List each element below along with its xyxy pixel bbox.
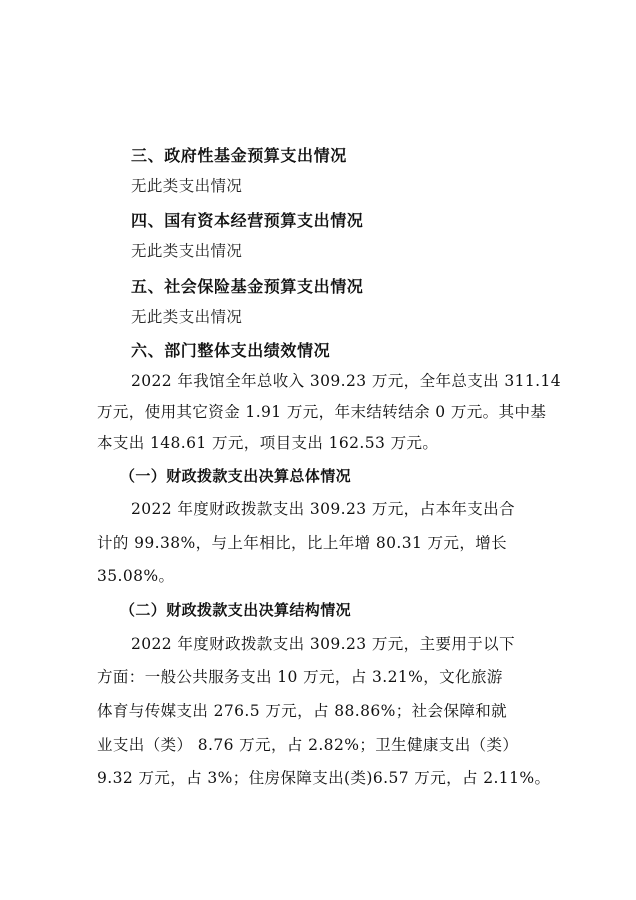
section-3-body: 无此类支出情况 bbox=[131, 177, 243, 195]
sub1-heading: （一）财政拨款支出决算总体情况 bbox=[120, 467, 352, 485]
section-5-heading: 五、社会保险基金预算支出情况 bbox=[131, 277, 364, 296]
sub2-para-line: 2022 年度财政拨款支出 309.23 万元，主要用于以下 bbox=[131, 635, 515, 653]
perf-para-line: 万元，使用其它资金 1.91 万元，年末结转结余 0 万元。其中基 bbox=[97, 403, 547, 421]
sub1-para-line: 35.08%。 bbox=[97, 567, 175, 585]
sub1-para-line: 计的 99.38%，与上年相比，比上年增 80.31 万元，增长 bbox=[97, 534, 508, 552]
sub2-para-line: 方面：一般公共服务支出 10 万元，占 3.21%，文化旅游 bbox=[97, 668, 503, 686]
section-3-heading: 三、政府性基金预算支出情况 bbox=[131, 146, 347, 165]
sub2-heading: （二）财政拨款支出决算结构情况 bbox=[120, 601, 352, 619]
section-5-body: 无此类支出情况 bbox=[131, 308, 243, 326]
perf-para-line: 本支出 148.61 万元，项目支出 162.53 万元。 bbox=[97, 434, 439, 452]
section-4-body: 无此类支出情况 bbox=[131, 242, 243, 260]
section-6-heading: 六、部门整体支出绩效情况 bbox=[131, 341, 331, 360]
sub1-para-line: 2022 年度财政拨款支出 309.23 万元，占本年支出合 bbox=[131, 500, 515, 518]
perf-para-line: 2022 年我馆全年总收入 309.23 万元，全年总支出 311.14 bbox=[131, 372, 562, 390]
sub2-para-line: 体育与传媒支出 276.5 万元，占 88.86%；社会保障和就 bbox=[97, 702, 508, 720]
sub2-para-line: 9.32 万元，占 3%；住房保障支出(类)6.57 万元，占 2.11%。 bbox=[97, 769, 551, 787]
section-4-heading: 四、国有资本经营预算支出情况 bbox=[131, 211, 364, 230]
sub2-para-line: 业支出（类） 8.76 万元，占 2.82%；卫生健康支出（类） bbox=[97, 736, 519, 754]
